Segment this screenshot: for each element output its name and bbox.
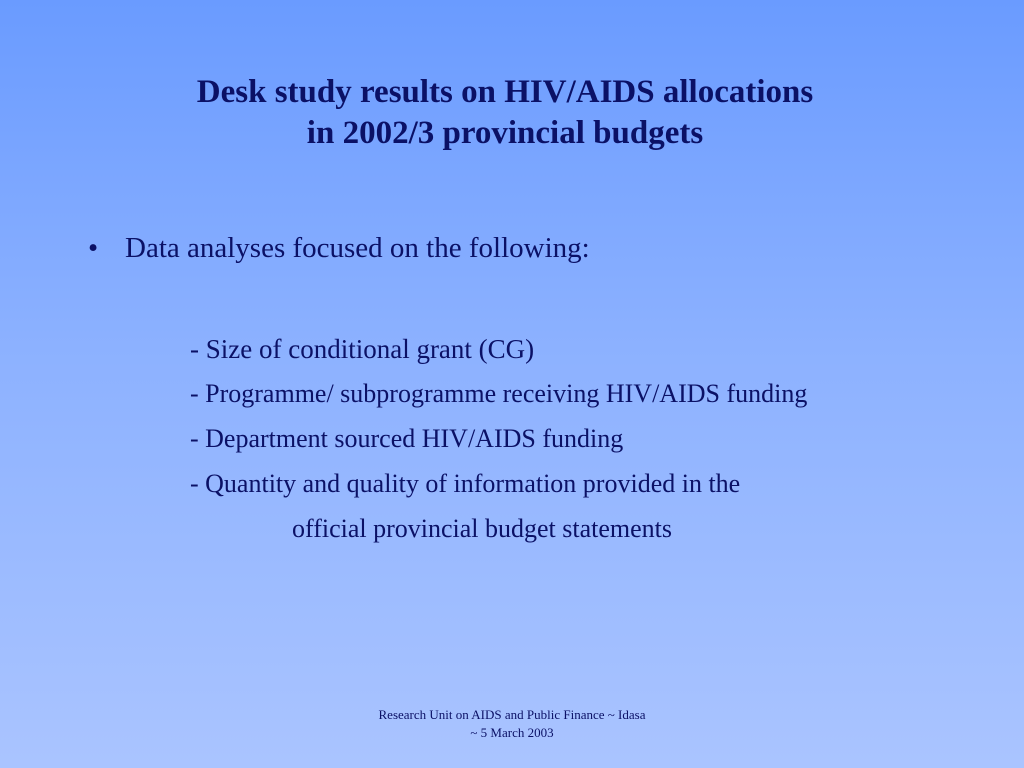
bullet-item xyxy=(88,230,590,266)
footer-line-2: ~ 5 March 2003 xyxy=(470,725,554,740)
sub-item: - Department sourced HIV/AIDS funding xyxy=(190,424,624,453)
sub-item: - Size of conditional grant (CG) xyxy=(190,334,535,364)
sub-item-list xyxy=(190,330,807,555)
sub-item: - Quantity and quality of information provided in the xyxy=(190,469,741,498)
sub-item: - Programme/ subprogramme receiving HIV/AIDS funding xyxy=(190,379,808,408)
slide-footer xyxy=(0,706,1024,742)
slide-title-line-2: in 2002/3 provincial budgets xyxy=(306,115,704,151)
sub-item-continuation: official provincial budget statements xyxy=(292,514,673,543)
bullet-text: Data analyses focused on the following: xyxy=(125,232,590,264)
bullet-marker: • xyxy=(88,232,99,264)
footer-line-1: Research Unit on AIDS and Public Finance ~ Idasa xyxy=(378,707,646,722)
slide-title xyxy=(0,72,1010,154)
slide-title-line-1: Desk study results on HIV/AIDS allocations xyxy=(196,74,814,110)
